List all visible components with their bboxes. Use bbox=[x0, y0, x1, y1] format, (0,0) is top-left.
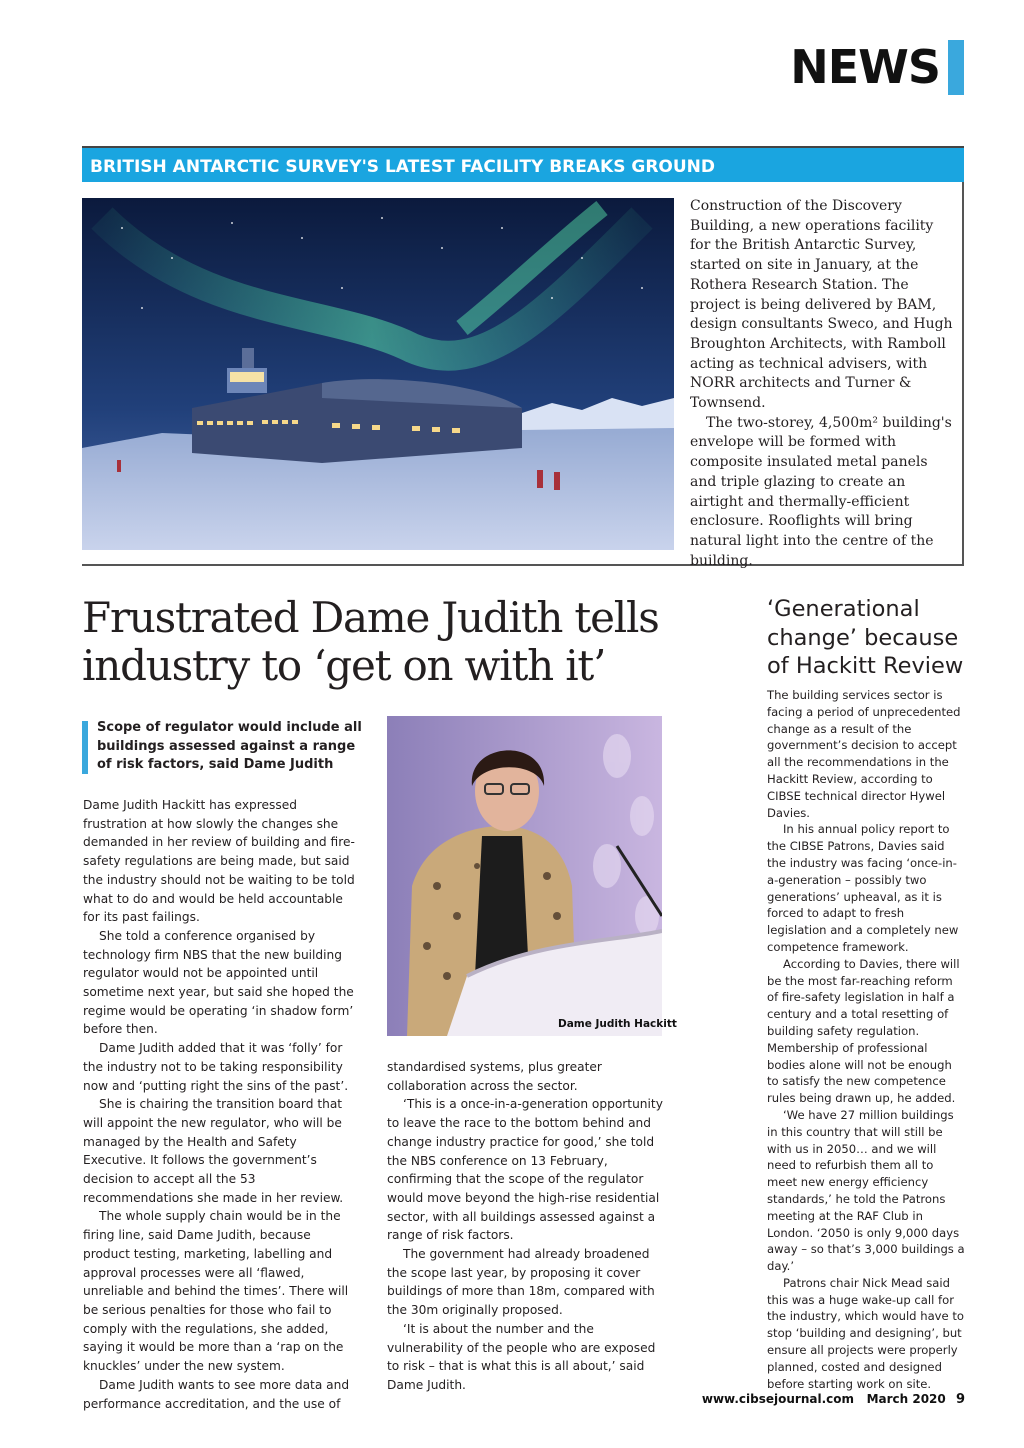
story-paragraph: standardised systems, plus greater collaboration across the sector. bbox=[387, 1060, 602, 1093]
side-headline: ‘Generational change’ because of Hackitt Review bbox=[767, 596, 964, 679]
story-column-2 bbox=[387, 1058, 664, 1395]
dame-judith-photo bbox=[387, 716, 662, 1036]
story-column-1 bbox=[83, 796, 358, 1413]
story-paragraph: She is chairing the transition board that will appoint the new regulator, who will be managed by the Health and Safety Executive. It follows the government’s decision to accept all the 53 recommendations she made in her review. bbox=[83, 1097, 344, 1205]
story-paragraph: Dame Judith added that it was ‘folly’ for the industry not to be taking responsibility now and ‘putting right the sins of the past’. bbox=[83, 1041, 349, 1093]
side-paragraph: The building services sector is facing a period of unprecedented change as a result of the government’s decision to accept all the recommendations in the Hackitt Review, according to CIBSE technical director Hywel Davies. bbox=[767, 688, 961, 820]
feature-paragraph: Construction of the Discovery Building, a new operations facility for the British Antarctic Survey, started on site in January, at the Rothera Research Station. The project is being delivered by BAM, design consultants Sweco, and Hugh Broughton Architects, with Ramboll acting as technical advisers, with NORR architects and Turner & Townsend. bbox=[690, 198, 953, 412]
section-accent-bar bbox=[948, 40, 964, 95]
story-paragraph: She told a conference organised by technology firm NBS that the new building regulator would not be appointed until sometime next year, but said she hoped the regime would be operating ‘in shadow form’ before then. bbox=[83, 928, 354, 1037]
side-paragraph: According to Davies, there will be the most far-reaching reform of fire-safety legislation in half a century and a total resetting of building safety regulation. Membership of professional bodies alone will not be enough to satisfy the new competence rules being drawn up, he added. bbox=[767, 956, 960, 1106]
story-headline: Frustrated Dame Judith tells industry to ‘get on with it’ bbox=[82, 593, 659, 690]
story-paragraph: The government had already broadened the scope last year, by proposing it cover buildings of more than 18m, compared with the 30m originally proposed. bbox=[387, 1247, 655, 1318]
feature-paragraph: The two-storey, 4,500m² building's envelope will be formed with composite insulated metal panels and triple glazing to create an airtight and thermally-efficient enclosure. Rooflights will bring natural light into the centre of the building. bbox=[690, 414, 952, 569]
story-paragraph: Dame Judith wants to see more data and performance accreditation, and the use of bbox=[83, 1377, 350, 1411]
side-paragraph: ‘We have 27 million buildings in this country that will still be with us in 2050… and we will need to refurbish them all to meet new energy efficiency standards,’ he told the Patrons meeting at the RAF Club in London. ‘2050 is only 9,000 days away – so that’s 3,000 buildings a day.’ bbox=[767, 1107, 965, 1274]
feature-title: BRITISH ANTARCTIC SURVEY'S LATEST FACILITY BREAKS GROUND bbox=[82, 146, 964, 182]
footer-issue: March 2020 bbox=[866, 1392, 946, 1406]
story-paragraph: ‘This is a once-in-a-generation opportunity to leave the race to the bottom behind and change industry practice for good,’ she told the NBS conference on 13 February, confirming that the scope of the regulator would move beyond the high-rise residential sector, with all buildings assessed against a range of risk factors. bbox=[387, 1097, 663, 1243]
footer-site: www.cibsejournal.com bbox=[701, 1392, 855, 1406]
antarctic-building-image bbox=[82, 198, 674, 550]
page-footer bbox=[702, 1392, 965, 1407]
story-standfirst: Scope of regulator would include all buildings assessed against a range of risk factors, said Dame Judith bbox=[97, 720, 362, 772]
side-paragraph: In his annual policy report to the CIBSE Patrons, Davies said the industry was facing ‘once-in-a-generation – possibly two generations’ upheaval, as it is forced to adapt to fresh legislation and a completely new competence framework. bbox=[767, 822, 959, 954]
feature-body bbox=[690, 197, 954, 571]
story-paragraph: The whole supply chain would be in the firing line, said Dame Judith, because product testing, marketing, labelling and approval processes were all ‘flawed, unreliable and behind the times’. There will be serious penalties for those who fail to comply with the regulations, she added, saying it would be more than a ‘rap on the knuckles’ under the new system. bbox=[83, 1209, 349, 1374]
section-title: NEWS bbox=[790, 40, 940, 94]
page-number: 9 bbox=[955, 1392, 965, 1407]
story-paragraph: ‘It is about the number and the vulnerability of the people who are exposed to risk – that is what this is all about,’ said Dame Judith. bbox=[387, 1321, 656, 1392]
standfirst-accent-bar bbox=[82, 721, 88, 774]
side-column bbox=[767, 687, 965, 1392]
side-paragraph: Patrons chair Nick Mead said this was a huge wake-up call for the industry, which would have to stop ‘building and designing’, but ensure all projects were properly planned, costed and designed before starting work on site. bbox=[767, 1275, 964, 1391]
story-paragraph: Dame Judith Hackitt has expressed frustration at how slowly the changes she demanded in her review of building and fire-safety regulations are being made, but said the industry should not be waiting to be told what to do and would be held accountable for its past failings. bbox=[83, 798, 355, 925]
photo-caption: Dame Judith Hackitt bbox=[558, 1018, 677, 1030]
